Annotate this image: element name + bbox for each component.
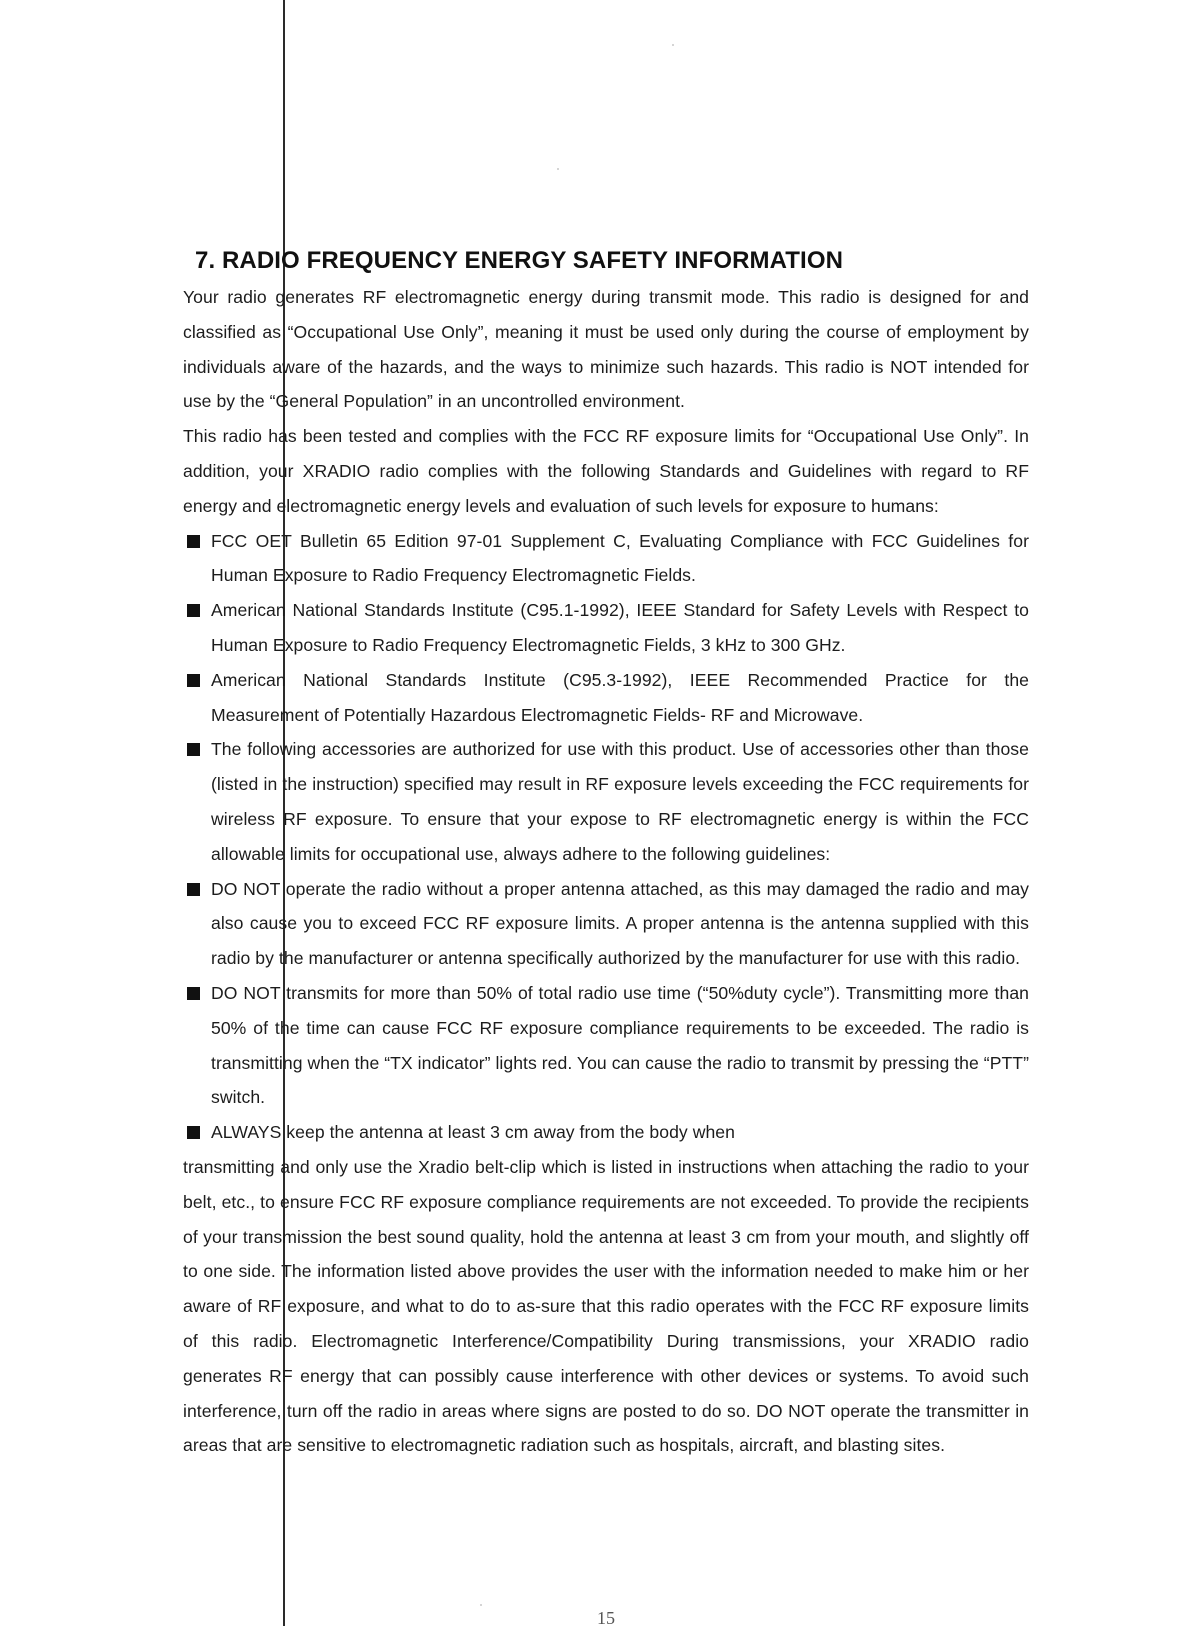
bullet-text: ALWAYS keep the antenna at least 3 cm away from the body when: [211, 1122, 735, 1143]
bullet-item: [183, 872, 1029, 976]
bullet-item: [183, 1115, 1029, 1150]
bullet-square-icon: [187, 987, 200, 1000]
bullet-item: [183, 976, 1029, 1115]
closing-paragraph: transmitting and only use the Xradio belt-clip which is listed in instructions when attaching the radio to your belt, etc., to ensure FCC RF exposure compliance requirements are not exceeded. To provide the recipients of your transmission the best sound quality, hold the antenna at least 3 cm from your mouth, and slightly off to one side. The information listed above provides the user with the information needed to make him or her aware of RF exposure, and what to do to as-sure that this radio operates with the FCC RF exposure limits of this radio. Electromagnetic Interference/Compatibility During transmissions, your XRADIO radio generates RF energy that can possibly cause interference with other devices or systems. To avoid such interference, turn off the radio in areas where signs are posted to do so. DO NOT operate the transmitter in areas that are sensitive to electromagnetic radiation such as hospitals, aircraft, and blasting sites.: [183, 1156, 1029, 1456]
bullet-square-icon: [187, 1126, 200, 1139]
bullet-square-icon: [187, 604, 200, 617]
document-body: [183, 246, 1029, 1463]
scan-speck: [480, 1604, 482, 1606]
bullet-text: American National Standards Institute (C95.1-1992), IEEE Standard for Safety Levels with Respect to Human Exposure to Radio Frequency Electromagnetic Fields, 3 kHz to 300 GHz.: [211, 600, 1029, 655]
bullet-item: [183, 524, 1029, 594]
bullet-text: DO NOT transmits for more than 50% of total radio use time (“50%duty cycle”). Transmitting more than 50% of the time can cause FCC RF exposure compliance requirements to be exceeded. The radio is transmitting when the “TX indicator” lights red. You can cause the radio to transmit by pressing the “PTT” switch.: [211, 982, 1029, 1108]
bullet-item: [183, 663, 1029, 733]
section-title: 7. RADIO FREQUENCY ENERGY SAFETY INFORMATION: [195, 247, 844, 274]
bullet-square-icon: [187, 883, 200, 896]
bullet-item: [183, 732, 1029, 871]
bullet-square-icon: [187, 535, 200, 548]
intro-paragraph: Your radio generates RF electromagnetic energy during transmit mode. This radio is designed for and classified as “Occupational Use Only”, meaning it must be used only during the course of employment by individuals aware of the hazards, and the ways to minimize such hazards. This radio is NOT intended for use by the “General Population” in an uncontrolled environment.: [183, 287, 1029, 412]
bullet-item: [183, 593, 1029, 663]
scan-speck: [672, 44, 674, 46]
bullet-text: FCC OET Bulletin 65 Edition 97-01 Supplement C, Evaluating Compliance with FCC Guidelines for Human Exposure to Radio Frequency Electromagnetic Fields.: [211, 530, 1029, 586]
scan-speck: [557, 168, 559, 170]
bullet-square-icon: [187, 743, 200, 756]
bullet-square-icon: [187, 674, 200, 687]
bullet-text: American National Standards Institute (C95.3-1992), IEEE Recommended Practice for the Measurement of Potentially Hazardous Electromagnetic Fields- RF and Microwave.: [211, 669, 1029, 725]
bullet-text: DO NOT operate the radio without a proper antenna attached, as this may damaged the radio and may also cause you to exceed FCC RF exposure limits. A proper antenna is the antenna supplied with this radio by the manufacturer or antenna specifically authorized by the manufacturer for use with this radio.: [211, 878, 1029, 969]
page-number: 15: [597, 1608, 615, 1628]
compliance-paragraph: This radio has been tested and complies with the FCC RF exposure limits for “Occupational Use Only”. In addition, your XRADIO radio complies with the following Standards and Guidelines with regard to RF energy and electromagnetic energy levels and evaluation of such levels for exposure to humans:: [183, 426, 1029, 516]
bullet-text: The following accessories are authorized for use with this product. Use of accessories other than those (listed in the instruction) specified may result in RF exposure levels exceeding the FCC requirements for wireless RF exposure. To ensure that your expose to RF electromagnetic energy is within the FCC allowable limits for occupational use, always adhere to the following guidelines:: [211, 739, 1029, 864]
